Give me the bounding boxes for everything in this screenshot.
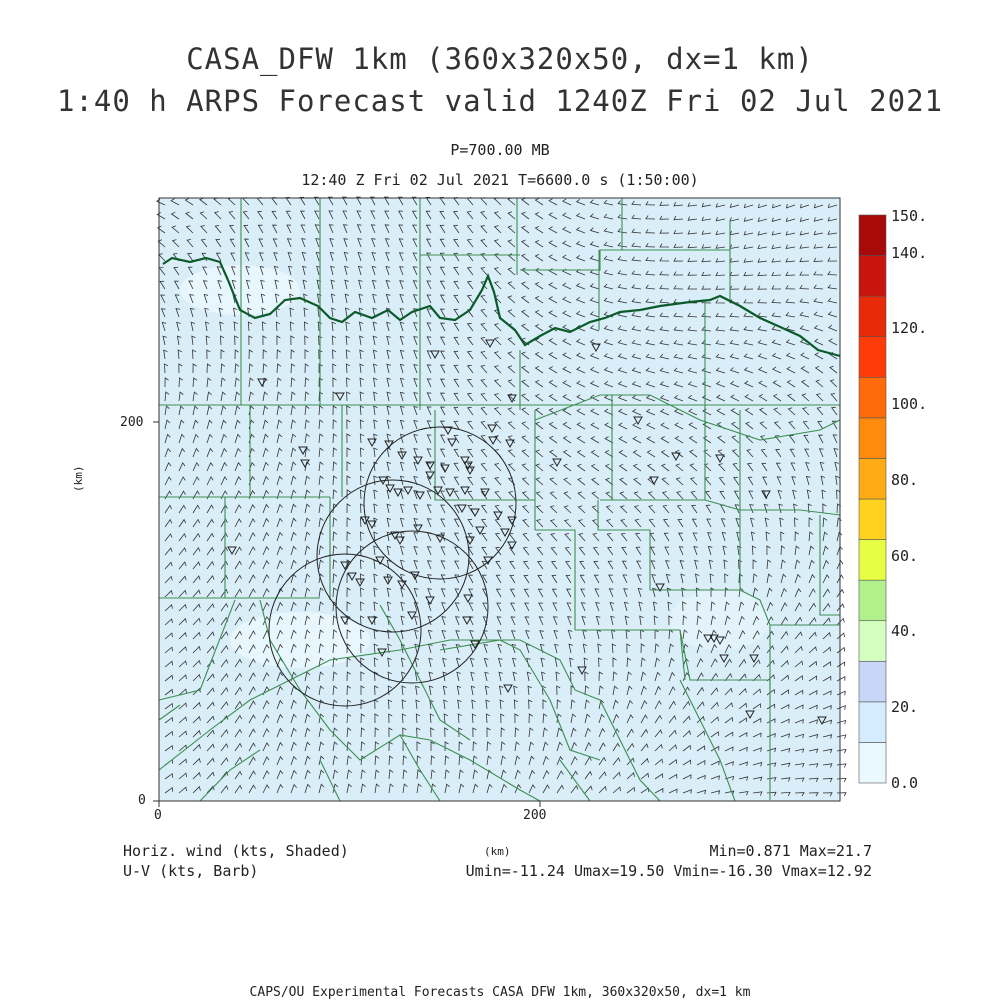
colorbar-segment <box>859 661 886 702</box>
colorbar-segment <box>859 702 886 743</box>
colorbar-segment <box>859 418 886 459</box>
colorbar-segment <box>859 256 886 297</box>
colorbar-segment <box>859 337 886 378</box>
colorbar-segment <box>859 580 886 621</box>
x-tick-label: 200 <box>523 808 547 823</box>
x-tick-label: 0 <box>154 808 162 823</box>
colorbar-label: 0.0 <box>891 774 919 792</box>
colorbar-label: 150. <box>891 207 928 225</box>
colorbar-label: 40. <box>891 622 919 640</box>
colorbar-segment <box>859 621 886 662</box>
pressure-level-label: P=700.00 MB <box>450 141 550 159</box>
colorbar-segment <box>859 296 886 337</box>
barb-legend: U-V (kts, Barb) <box>123 862 259 880</box>
colorbar-label: 140. <box>891 244 928 262</box>
colorbar-segment <box>859 540 886 581</box>
valid-time-label: 12:40 Z Fri 02 Jul 2021 T=6600.0 s (1:50:00) <box>301 171 699 189</box>
colorbar <box>859 215 886 783</box>
shading-legend: Horiz. wind (kts, Shaded) <box>123 842 349 860</box>
colorbar-segment <box>859 458 886 499</box>
y-tick-label: 200 <box>120 415 144 430</box>
credit-line: CAPS/OU Experimental Forecasts CASA DFW 1km, 360x320x50, dx=1 km <box>249 985 751 1000</box>
min-max-stats: Min=0.871 Max=21.7 <box>709 842 872 860</box>
colorbar-segment <box>859 215 886 256</box>
chart-title-line2: 1:40 h ARPS Forecast valid 1240Z Fri 02 Jul 2021 <box>56 84 944 118</box>
colorbar-label: 120. <box>891 319 928 337</box>
colorbar-segment <box>859 742 886 783</box>
colorbar-label: 60. <box>891 547 919 565</box>
colorbar-label: 100. <box>891 395 928 413</box>
chart-title-line1: CASA_DFW 1km (360x320x50, dx=1 km) <box>186 42 814 76</box>
y-axis-label: (km) <box>72 465 85 492</box>
colorbar-segment <box>859 499 886 540</box>
x-axis-label: (km) <box>484 845 511 858</box>
colorbar-label: 80. <box>891 471 919 489</box>
y-tick-label: 0 <box>138 793 146 808</box>
wind-shading-patch <box>230 612 370 668</box>
colorbar-segment <box>859 377 886 418</box>
colorbar-label: 20. <box>891 698 919 716</box>
uv-stats: Umin=-11.24 Umax=19.50 Vmin=-16.30 Vmax=12.92 <box>465 862 872 880</box>
